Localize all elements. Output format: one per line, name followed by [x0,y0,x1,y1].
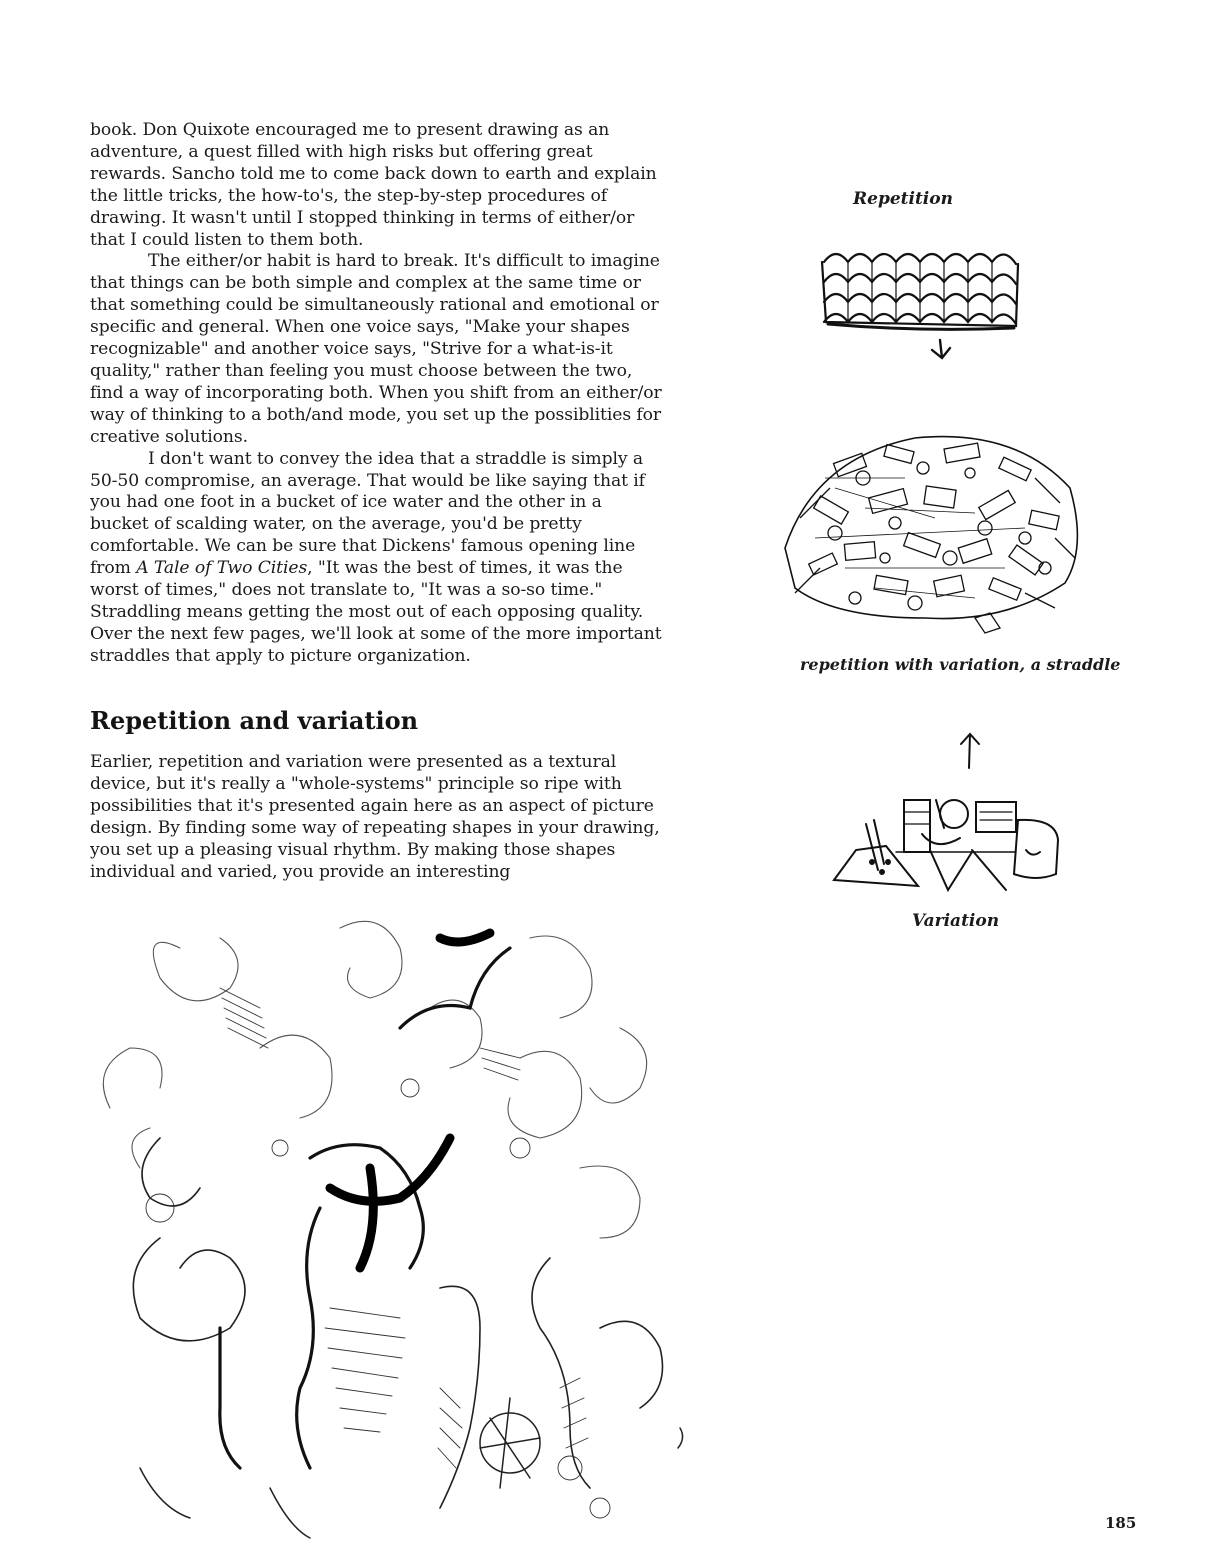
paragraph-1: book. Don Quixote encouraged me to present drawing as an adventure, a quest filled with high risks but offering great rewards. Sancho told me to come back down to earth and explain the little tricks, the how-to's, the step-by-step procedures of drawing. It wasn't until I stopped thinking in terms of either/or that I could listen to them both. [90,120,657,250]
paragraph-4: Earlier, repetition and variation were presented as a textural device, but it's really a "whole-systems" principle so ripe with possibilities that it's presented again here as an aspect of picture design. By finding some way of repeating shapes in your drawing, you set up a pleasing visual rhythm. By making those shapes individual and varied, you provide an interesting [90,752,660,882]
body-column-top [90,120,665,668]
caption-straddle: repetition with variation, a straddle [800,655,1121,674]
paragraph-2: The either/or habit is hard to break. It's difficult to imagine that things can be both simple and complex at the same time or that something could be simultaneously rational and emotional or specific and general. When one voice says, "Make your shapes recognizable" and another voice says, "Strive for a what-is-it quality," rather than feeling you must choose between the two, find a way of incorporating both. When you shift from an either/or way of thinking to a both/and mode, you set up the possiblities for creative solutions. [90,251,662,447]
straddle-sketch [775,418,1085,648]
paragraph-3-part-2: , "It was the best of times, it was the worst of times," does not translate to, "It was a so-so time." Straddling means getting the most out of each opposing quality. Over the next few pages, we'll look at some of the more important straddles that apply to picture organization. [90,558,662,666]
ornamental-tree-drawing [100,908,690,1548]
page-number: 185 [1105,1514,1137,1532]
repetition-sketch [818,240,1023,365]
paragraph-3 [90,449,665,668]
variation-sketch [826,790,1066,895]
section-heading: Repetition and variation [90,706,419,735]
caption-repetition: Repetition [853,189,953,209]
up-arrow-icon [955,730,985,770]
caption-variation: Variation [912,911,1000,931]
body-column-bottom [90,752,665,883]
paragraph-3-part-1: I don't want to convey the idea that a straddle is simply a 50-50 compromise, an average. That would be like saying that if you had one foot in a bucket of ice water and the other in a bucket of scalding water, on the average, you'd be pretty comfortable. We can be sure that Dickens' famous opening line from [90,448,645,579]
book-title: A Tale of Two Cities [136,558,308,579]
